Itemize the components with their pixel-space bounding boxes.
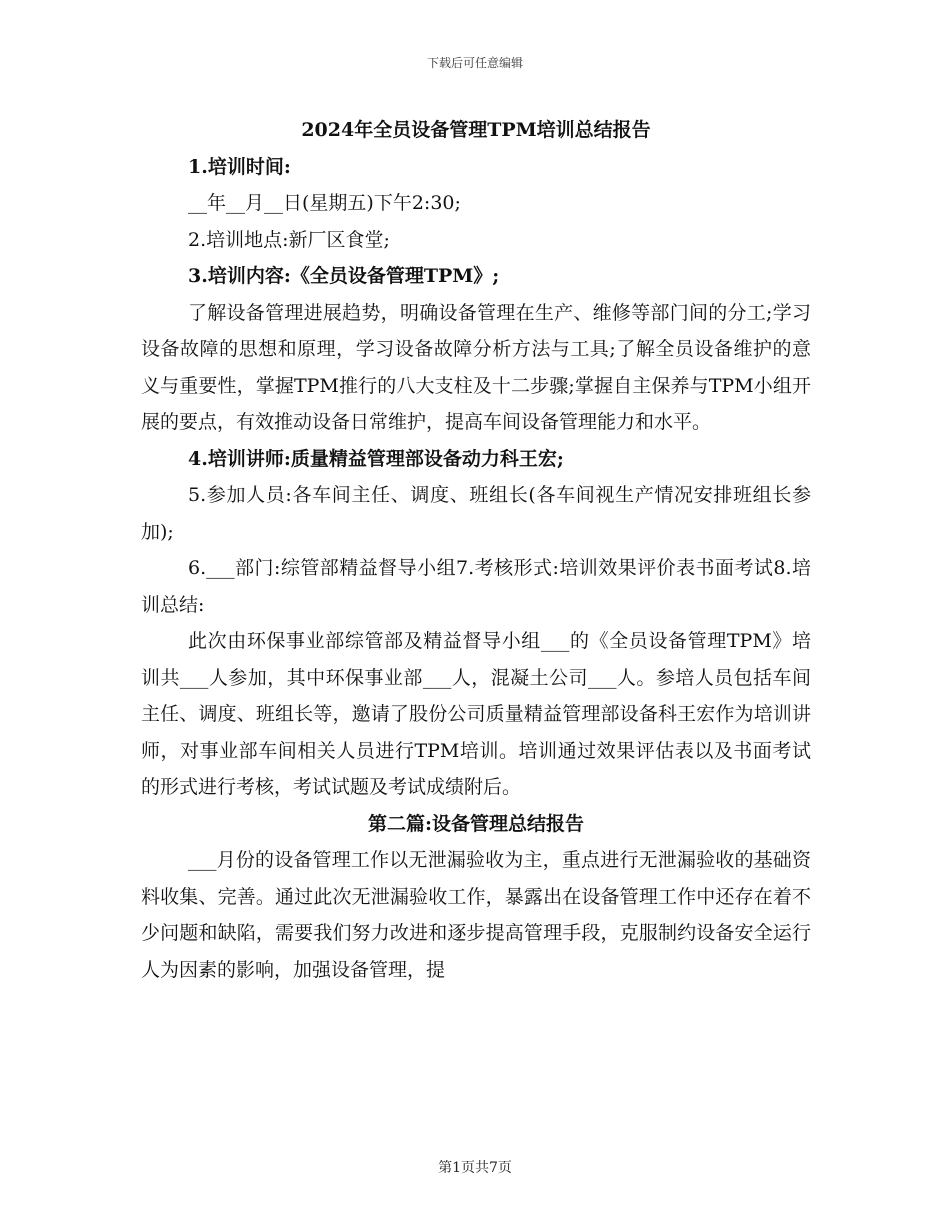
training-content-body: 了解设备管理进展趋势，明确设备管理在生产、维修等部门间的分工;学习设备故障的思想和原理，学习设备故障分析方法与工具;了解全员设备维护的意义与重要性，掌握TPM推行的八大支柱及十二步骤;掌握自主保养与TPM小组开展的要点，有效推动设备日常维护，提高车间设备管理能力和水平。 [141,301,811,433]
training-time-heading: 1.培训时间: [188,155,291,178]
document-body [141,112,811,988]
page-header-note: 下载后可任意编辑 [426,56,523,70]
training-time-value: __年__月__日(星期五)下午2:30; [188,192,461,214]
training-participants: 5.参加人员:各车间主任、调度、班组长(各车间视生产情况安排班组长参加); [141,484,811,543]
section2-body: ___月份的设备管理工作以无泄漏验收为主，重点进行无泄漏验收的基础资料收集、完善。通过此次无泄漏验收工作，暴露出在设备管理工作中还存在着不少问题和缺陷，需要我们努力改进和逐步提高管理手段，克服制约设备安全运行人为因素的影响，加强设备管理，提 [141,849,811,981]
training-lecturer: 4.培训讲师:质量精益管理部设备动力科王宏; [188,447,564,470]
training-summary: 此次由环保事业部综管部及精益督导小组___的《全员设备管理TPM》培训共___人参加，其中环保事业部___人，混凝土公司___人。参培人员包括车间主任、调度、班组长等，邀请了股份公司质量精益管理部设备科王宏作为培训讲师，对事业部车间相关人员进行TPM培训。培训通过效果评估表以及书面考试的形式进行考核，考试试题及考试成绩附后。 [141,630,811,798]
page-number: 第1页共7页 [438,1160,512,1176]
training-department: 6.___部门:综管部精益督导小组7.考核形式:培训效果评价表书面考试8.培训总结: [141,557,811,616]
training-content-heading: 3.培训内容:《全员设备管理TPM》; [188,265,500,287]
document-title: 2024年全员设备管理TPM培训总结报告 [301,119,651,141]
section2-title: 第二篇:设备管理总结报告 [367,812,584,835]
training-location: 2.培训地点:新厂区食堂; [188,228,390,251]
